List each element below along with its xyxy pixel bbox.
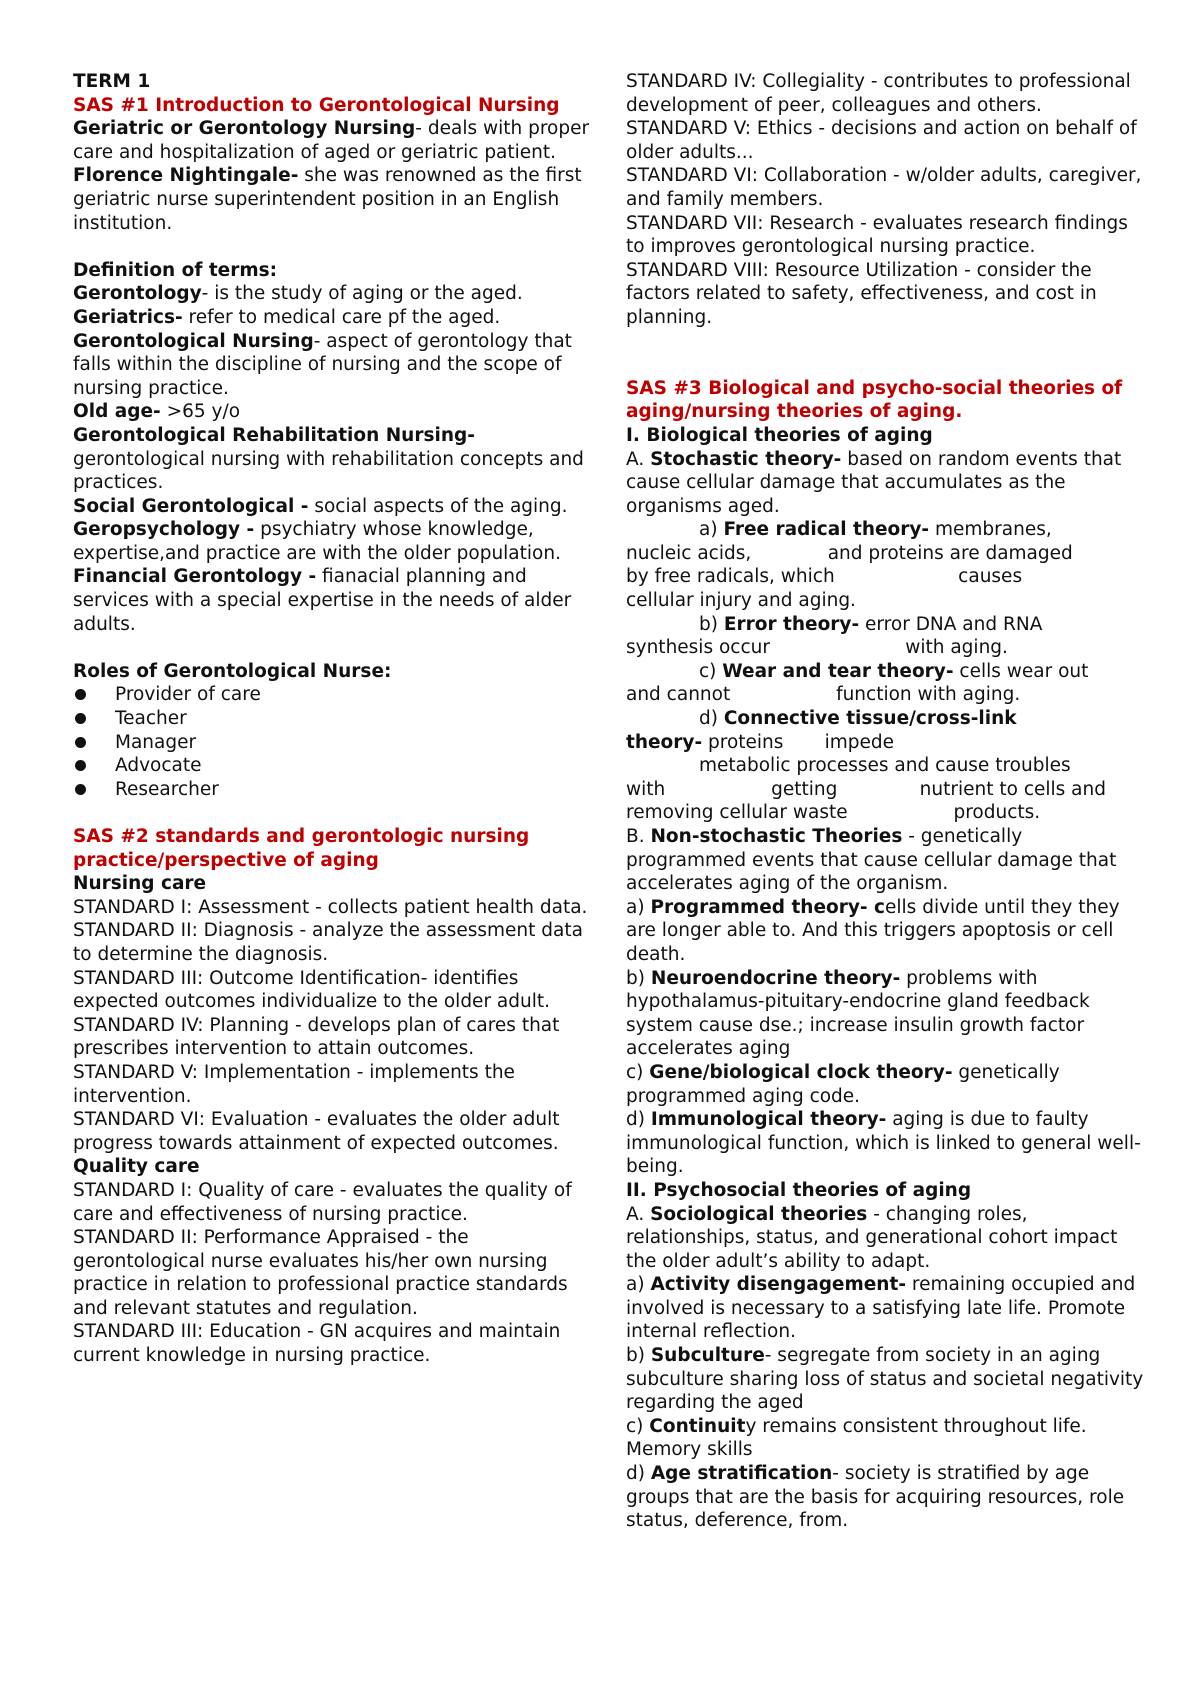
sas1-title: SAS #1 Introduction to Gerontological Nursing <box>73 94 560 116</box>
definition-item: Gerontological Nursing- aspect of gerontology that falls within the discipline of nursing and the scope of nursing practice. <box>73 330 572 399</box>
theory-subitem: a) Activity disengagement- remaining occupied and involved is necessary to a satisfying late life. Promote internal reflection. <box>626 1274 1136 1343</box>
list-item: Researcher <box>73 778 593 802</box>
spacer <box>626 330 1146 354</box>
right-column <box>626 70 1146 1533</box>
definition-item: Social Gerontological - social aspects of the aging. <box>73 495 568 517</box>
theory-subitem: c) Gene/biological clock theory- genetically programmed aging code. <box>626 1061 1060 1107</box>
standard-item: STANDARD I: Quality of care - evaluates the quality of care and effectiveness of nursing practice. <box>73 1179 572 1225</box>
bullet-icon <box>75 689 86 700</box>
standard-item: STANDARD III: Outcome Identification- identifies expected outcomes individualize to the older adult. <box>73 967 551 1013</box>
theory-subitem: b) Error theory- error DNA and RNA <box>699 613 1043 635</box>
theory-item: B. Non-stochastic Theories - genetically programmed events that cause cellular damage that accelerates aging of the organism. <box>626 826 1117 895</box>
list-item: Provider of care <box>73 683 593 707</box>
theory-item: A. Sociological theories - changing roles, relationships, status, and generational cohort impact the older adult’s ability to adapt. <box>626 1203 1118 1272</box>
theory-line: theory- proteins impede <box>626 731 894 753</box>
psycho-heading: II. Psychosocial theories of aging <box>626 1179 972 1201</box>
theory-subitem: b) Subculture- segregate from society in an aging subculture sharing loss of status and societal negativity regarding the aged <box>626 1345 1144 1414</box>
bullet-icon <box>75 713 86 724</box>
definition-item: Financial Gerontology - fianacial planning and services with a special expertise in the needs of alder adults. <box>73 566 572 635</box>
theory-line: by free radicals, which causes <box>626 566 1023 588</box>
theory-line: nucleic acids, and proteins are damaged <box>626 542 1073 564</box>
theory-line: cellular injury and aging. <box>626 590 856 612</box>
term-heading: TERM 1 <box>73 71 151 92</box>
standard-item: STANDARD VIII: Resource Utilization - consider the factors related to safety, effectiveness, and cost in planning. <box>626 259 1097 328</box>
theory-subitem: d) Immunological theory- aging is due to faulty immunological function, which is linked to general well-being. <box>626 1109 1141 1178</box>
standard-item: STANDARD V: Ethics - decisions and action on behalf of older adults... <box>626 118 1137 163</box>
standard-item: STANDARD IV: Planning - develops plan of cares that prescribes intervention to attain outcomes. <box>73 1014 560 1060</box>
definition-item: Gerontological Rehabilitation Nursing- gerontological nursing with rehabilitation concepts and practices. <box>73 424 584 494</box>
definition-item: Old age- >65 y/o <box>73 401 241 423</box>
bullet-icon <box>75 737 86 748</box>
entry: Florence Nightingale- she was renowned as the first geriatric nurse superintendent position in an English institution. <box>73 165 582 234</box>
spacer <box>73 801 593 825</box>
standard-item: STANDARD II: Performance Appraised - the gerontological nurse evaluates his/her own nursing practice in relation to professional practice standards and relevant statutes and regulation. <box>73 1227 568 1319</box>
nursing-care-heading: Nursing care <box>73 873 207 895</box>
left-column <box>73 70 593 1368</box>
spacer <box>73 235 593 259</box>
standard-item: STANDARD VII: Research - evaluates research findings to improves gerontological nursing practice. <box>626 212 1128 258</box>
list-item: Manager <box>73 731 593 755</box>
bullet-icon <box>75 784 86 795</box>
definition-item: Geriatrics- refer to medical care pf the aged. <box>73 306 501 328</box>
standard-item: STANDARD VI: Collaboration - w/older adults, caregiver, and family members. <box>626 165 1142 210</box>
theory-subitem: d) Age stratification- society is stratified by age groups that are the basis for acquiring resources, role status, deference, from. <box>626 1463 1125 1532</box>
spacer <box>626 353 1146 377</box>
standard-item: STANDARD III: Education - GN acquires and maintain current knowledge in nursing practice. <box>73 1321 561 1367</box>
theory-subitem: a) Programmed theory- cells divide until they they are longer able to. And this triggers apoptosis or cell death. <box>626 896 1120 965</box>
theory-subitem: d) Connective tissue/cross-link <box>699 708 1017 730</box>
theory-subitem: a) Free radical theory- membranes, <box>699 519 1052 541</box>
theory-line: metabolic processes and cause troubles <box>699 755 1071 777</box>
standard-item: STANDARD VI: Evaluation - evaluates the older adult progress towards attainment of expected outcomes. <box>73 1109 560 1154</box>
theory-line: removing cellular waste products. <box>626 802 1041 824</box>
quality-care-heading: Quality care <box>73 1156 200 1178</box>
definition-item: Gerontology- is the study of aging or the aged. <box>73 283 523 305</box>
bio-heading: I. Biological theories of aging <box>626 424 933 446</box>
list-item: Teacher <box>73 707 593 731</box>
theory-subitem: b) Neuroendocrine theory- problems with hypothalamus-pituitary-endocrine gland feedback system cause dse.; increase insulin growth factor accelerates aging <box>626 967 1090 1060</box>
theory-subitem: c) Wear and tear theory- cells wear out <box>699 660 1089 682</box>
spacer <box>73 636 593 660</box>
theory-item: A. Stochastic theory- based on random events that cause cellular damage that accumulates as the organisms aged. <box>626 448 1122 517</box>
entry: Geriatric or Gerontology Nursing- deals with proper care and hospitalization of aged or geriatric patient. <box>73 118 590 163</box>
standard-item: STANDARD V: Implementation - implements the intervention. <box>73 1061 515 1107</box>
theory-line: with getting nutrient to cells and <box>626 778 1106 800</box>
standard-item: STANDARD II: Diagnosis - analyze the assessment data to determine the diagnosis. <box>73 920 583 965</box>
roles-list <box>73 683 593 801</box>
definitions-heading: Definition of terms: <box>73 259 278 281</box>
bullet-icon <box>75 760 86 771</box>
sas3-title: SAS #3 Biological and psycho-social theories of aging/nursing theories of aging. <box>626 377 1123 423</box>
sas2-title: SAS #2 standards and gerontologic nursing practice/perspective of aging <box>73 826 530 871</box>
theory-line: and cannot function with aging. <box>626 684 1021 706</box>
standard-item: STANDARD IV: Collegiality - contributes to professional development of peer, colleagues and others. <box>626 71 1131 116</box>
list-item: Advocate <box>73 754 593 778</box>
theory-line: synthesis occur with aging. <box>626 637 1008 659</box>
standard-item: STANDARD I: Assessment - collects patient health data. <box>73 896 588 918</box>
definition-item: Geropsychology - psychiatry whose knowledge, expertise,and practice are with the older population. <box>73 519 561 564</box>
theory-subitem: c) Continuity remains consistent throughout life. Memory skills <box>626 1415 1087 1461</box>
roles-heading: Roles of Gerontological Nurse: <box>73 660 392 682</box>
